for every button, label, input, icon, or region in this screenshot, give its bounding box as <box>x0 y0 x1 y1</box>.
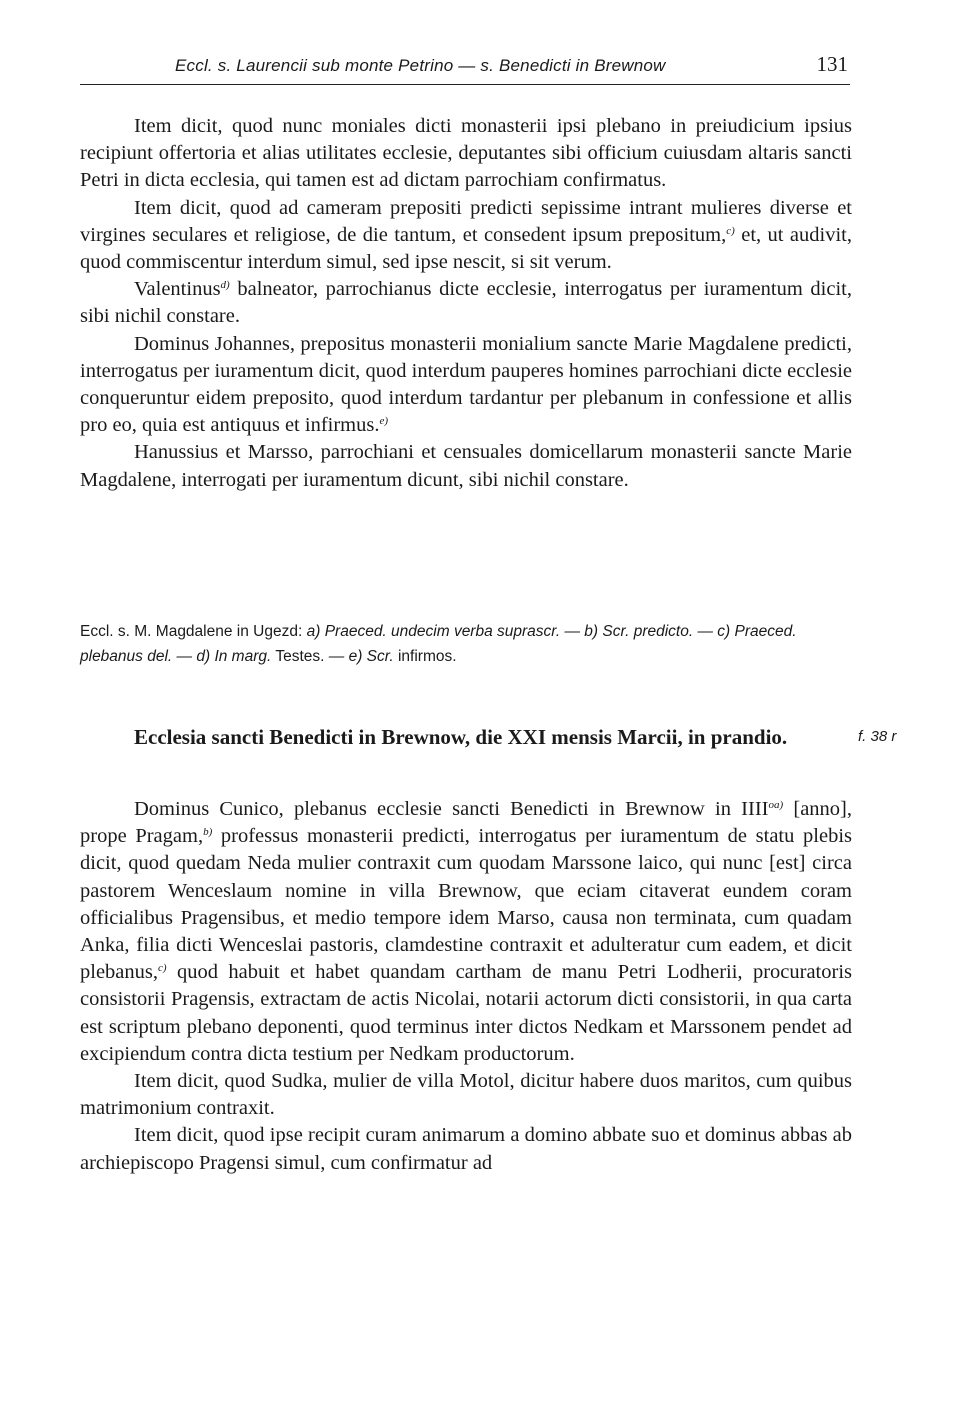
apparatus-note: del. <box>147 648 173 665</box>
paragraph-text: professus monasterii predicti, interrogatus per iuramentum de statu plebis dicit, quod quedam Neda mulier contraxit cum quodam Marssone laico, qui nunc [est] circa pastorem Wenceslaum nomine in villa Brewnow, que eciam citaverat eundem coram officialibus Pragensibus, et medio tempore idem Marso, causa non terminata, cum quadam Anka, filia dicti Wenceslai pastoris, clamdestine contraxit et adulteratur cum eadem, et dicit plebanus, <box>80 825 853 984</box>
paragraph-text: balneator, parrochianus dicte ecclesie, interrogatus per iuramentum dicit, sibi nichil constare. <box>80 278 852 328</box>
page-number: 131 <box>816 52 848 76</box>
page-header <box>80 52 850 85</box>
apparatus-note: Praeced. undecim verba suprascr. <box>324 623 561 640</box>
apparatus-mark: — d) <box>176 648 211 665</box>
paragraph <box>80 113 852 195</box>
running-title: Eccl. s. Laurencii sub monte Petrino — s. Benedicti in Brewnow <box>175 56 666 75</box>
footnote-marker: d) <box>220 279 230 292</box>
footnote-marker: b) <box>203 826 213 839</box>
section-heading: Ecclesia sancti Benedicti in Brewnow, die XXI mensis Marcii, in prandio. <box>134 725 788 749</box>
paragraph-text: Dominus Cunico, plebanus ecclesie sancti Benedicti in Brewnow in IIII <box>134 798 769 820</box>
paragraph <box>80 195 852 277</box>
paragraph-text: et, ut audivit, quod commiscentur interdum simul, sed ipse nescit, si sit verum. <box>80 223 852 274</box>
apparatus-mark: a) <box>306 623 321 640</box>
footnote-marker: e) <box>379 415 389 428</box>
lower-text-block <box>80 796 852 1177</box>
apparatus-note: In marg. <box>214 648 272 665</box>
paragraph <box>80 1068 852 1122</box>
paragraph-text: Item dicit, quod ad cameram prepositi predicti sepissime intrant mulieres diverse et virgines seculares et religiose, de die tantum, et consedent ipsum prepositum, <box>80 196 852 246</box>
paragraph-text: Item dicit, quod Sudka, mulier de villa Motol, dicitur habere duos maritos, cum quibus matrimonium contraxit. <box>80 1070 852 1120</box>
apparatus-mark: — b) <box>564 623 599 640</box>
paragraph-text: Valentinus <box>134 278 221 301</box>
apparatus-note: Scr. predicto. <box>602 623 694 640</box>
apparatus-note: Testes. <box>275 648 325 665</box>
paragraph-text: Dominus Johannes, prepositus monasterii monialium sancte Marie Magdalene predicti, interrogatus per iuramentum dicit, quod interdum pauperes homines parrochiani dicte ecclesie conqueruntur eidem preposito, quod interdum tardantur per plebanum in confessione et allis pro eo, quia est antiquus et infirmus. <box>80 332 852 437</box>
apparatus-mark: — e) <box>328 648 363 665</box>
ordinal-marker: o <box>768 799 774 811</box>
paragraph <box>80 439 852 493</box>
footnote-marker: c) <box>158 962 167 975</box>
paragraph <box>80 276 852 330</box>
paragraph-text: Hanussius et Marsso, parrochiani et censuales domicellarum monasterii sancte Marie Magdalene, interrogati per iuramentum dicunt, sibi nichil constare. <box>80 441 852 491</box>
apparatus-note: Scr. <box>366 648 394 665</box>
apparatus-note: infirmos. <box>397 648 457 665</box>
paragraph-text: [anno], prope Pragam, <box>80 798 852 848</box>
footnote-marker: a) <box>773 799 784 811</box>
paragraph <box>80 796 852 1068</box>
footnote-marker: c) <box>726 224 735 237</box>
critical-apparatus <box>80 619 850 669</box>
apparatus-mark: — c) <box>697 623 731 640</box>
paragraph <box>80 331 852 440</box>
paragraph-text: Item dicit, quod nunc moniales dicti monasterii ipsi plebano in preiudicium ipsius recipiunt offertoria et alias utilitates ecclesie, deputantes sibi officium cuiusdam altaris sancti Petri in dicta ecclesia, qui tamen est ad dictam parrochiam confirmatus. <box>80 115 852 192</box>
paragraph <box>80 1122 852 1176</box>
paragraph-text: quod habuit et habet quandam cartham de manu Petri Lodherii, procuratoris consistorii Pragensis, extractam de actis Nicolai, notarii actorum dicti consistorii, in qua carta est scriptum plebano deponenti, quod terminus inter dictos Nedkam et Marssonem pendet ad excipiendum contra dicta testium per Nedkam productorum. <box>80 961 852 1065</box>
folio-reference: f. 38 r <box>858 728 897 745</box>
upper-text-block <box>80 113 852 494</box>
apparatus-label: Eccl. s. M. Magdalene in Ugezd: <box>80 623 303 640</box>
paragraph-text: Item dicit, quod ipse recipit curam animarum a domino abbate suo et dominus abbas ab archiepiscopo Pragensi simul, cum confirmatur ad <box>80 1124 852 1174</box>
apparatus-note: Praeced. plebanus <box>80 623 797 665</box>
